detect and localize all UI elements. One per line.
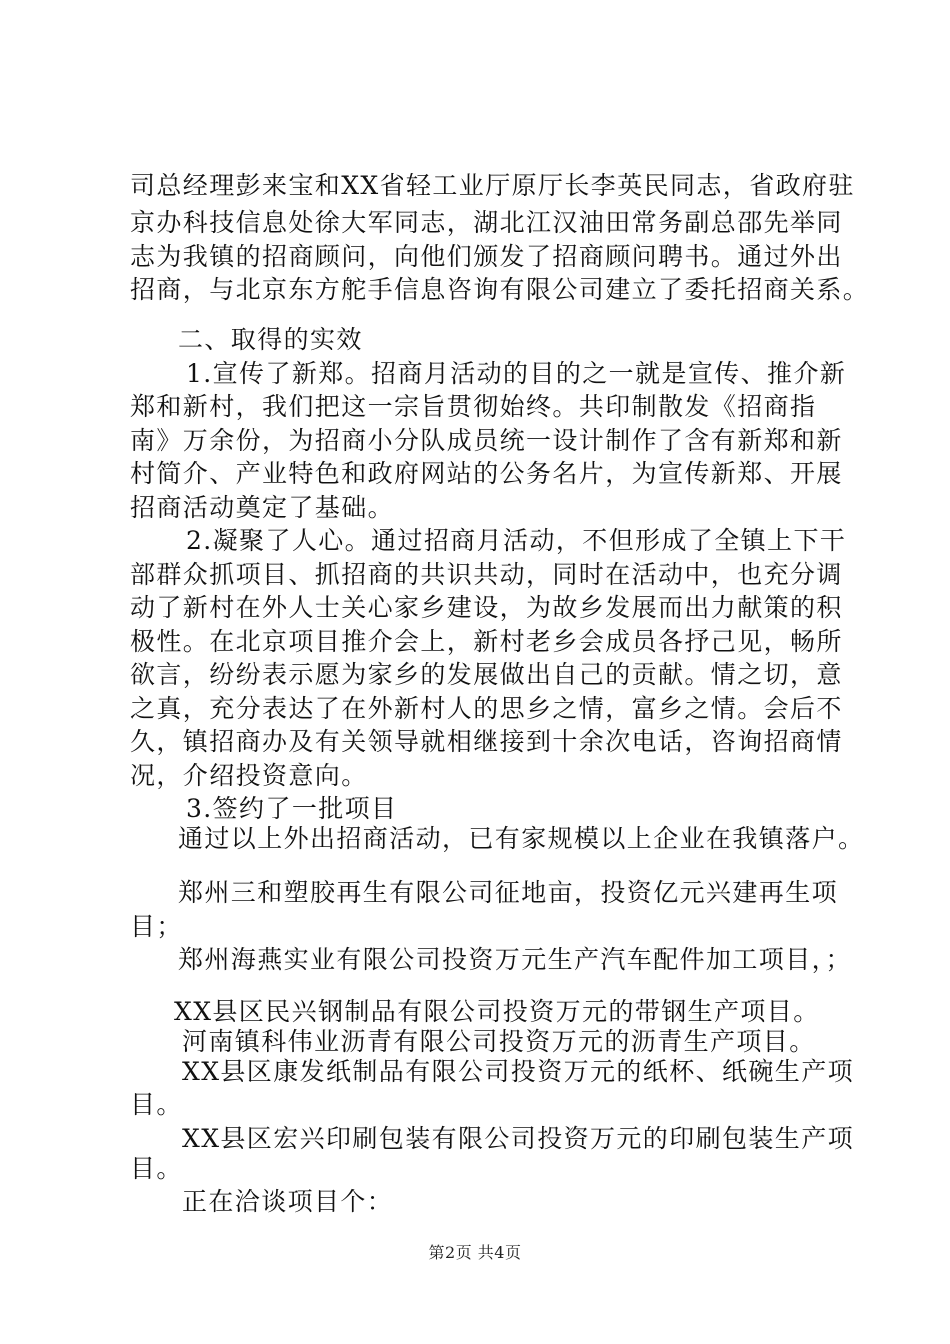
- body-text-line: 河南镇科伟业沥青有限公司投资万元的沥青生产项目。: [182, 1027, 816, 1056]
- body-text-line: 郑州海燕实业有限公司投资万元生产汽车配件加工项目，；: [178, 945, 852, 974]
- section-heading: 二、取得的实效: [178, 325, 363, 354]
- body-text-line: 1.宣传了新郑。招商月活动的目的之一就是宣传、推介新: [186, 359, 847, 388]
- body-text-line: 欲言，纷纷表示愿为家乡的发展做出自己的贡献。情之切，意: [130, 660, 843, 689]
- body-text-line: 志为我镇的招商顾问，向他们颁发了招商顾问聘书。通过外出: [130, 242, 843, 271]
- body-text-line: 目；: [130, 912, 183, 941]
- body-text-line: 目。: [130, 1090, 183, 1119]
- body-text-line: 目。: [130, 1154, 183, 1183]
- body-text-line: 京办科技信息处徐大军同志，湖北江汉油田常务副总邵先举同: [130, 208, 843, 237]
- body-text-line: 通过以上外出招商活动，已有家规模以上企业在我镇落户。: [178, 824, 865, 853]
- body-text-line: 郑和新村，我们把这一宗旨贯彻始终。共印制散发《招商指: [130, 392, 817, 421]
- body-text-line: 招商，与北京东方舵手信息咨询有限公司建立了委托招商关系。: [130, 275, 870, 304]
- body-text-line: 2.凝聚了人心。通过招商月活动，不但形成了全镇上下干: [186, 526, 847, 555]
- body-text-line: 部群众抓项目、抓招商的共识共动，同时在活动中，也充分调: [130, 560, 843, 589]
- body-text-line: 郑州三和塑胶再生有限公司征地亩，投资亿元兴建再生项: [178, 878, 839, 907]
- page-number-footer: 第2页 共4页: [428, 1243, 522, 1262]
- body-text-line: 3.签约了一批项目: [186, 794, 398, 823]
- body-text-line: XX县区民兴钢制品有限公司投资万元的带钢生产项目。: [174, 997, 820, 1026]
- body-text-line: 久，镇招商办及有关领导就相继接到十余次电话，咨询招商情: [130, 727, 843, 756]
- body-text-line: 极性。在北京项目推介会上，新村老乡会成员各抒己见，畅所: [130, 627, 843, 656]
- body-text-line: 之真，充分表达了在外新村人的思乡之情，富乡之情。会后不: [130, 694, 843, 723]
- body-text-line: XX县区康发纸制品有限公司投资万元的纸杯、纸碗生产项: [182, 1057, 854, 1086]
- body-text-line: 村简介、产业特色和政府网站的公务名片，为宣传新郑、开展: [130, 459, 843, 488]
- body-text-line: 况，介绍投资意向。: [130, 761, 368, 790]
- body-text-line: 动了新村在外人士关心家乡建设，为故乡发展而出力献策的积: [130, 593, 843, 622]
- body-text-line: 正在洽谈项目个：: [182, 1187, 394, 1216]
- body-text-line: 南》万余份，为招商小分队成员统一设计制作了含有新郑和新: [130, 426, 843, 455]
- body-text-line: 招商活动奠定了基础。: [130, 493, 395, 522]
- body-text-line: 司总经理彭来宝和XX省轻工业厅原厅长李英民同志，省政府驻: [130, 171, 855, 200]
- body-text-line: XX县区宏兴印刷包装有限公司投资万元的印刷包装生产项: [182, 1124, 854, 1153]
